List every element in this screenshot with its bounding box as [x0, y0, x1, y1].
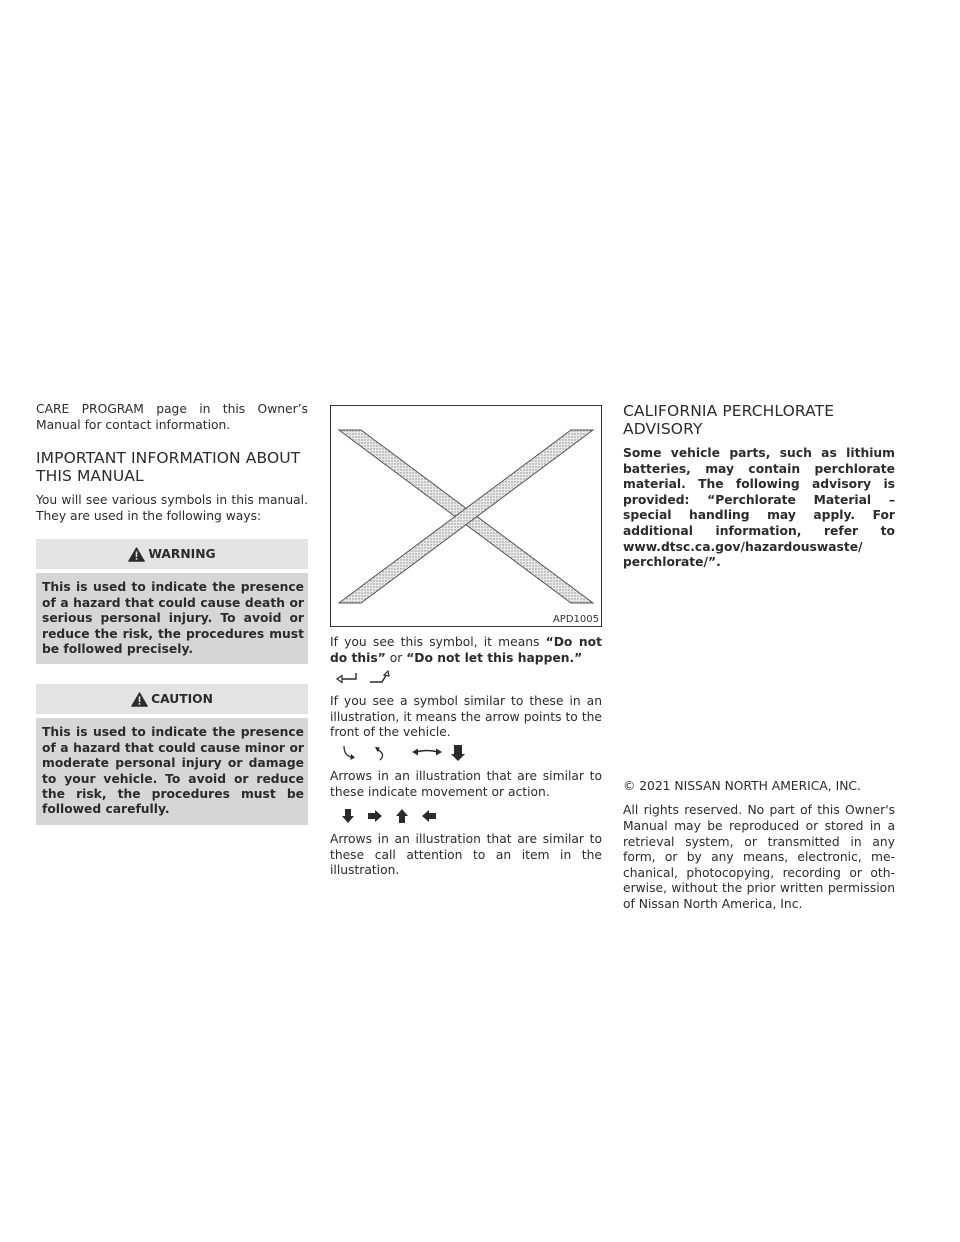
- warning-notice: [36, 539, 308, 664]
- do-not-figure: [330, 405, 602, 627]
- twist-arrow-icon: [450, 744, 466, 762]
- rights-text: All rights reserved. No part of this Owner's Manual may be reproduced or stored in a retrieval system, or transmitted in any form, or by any means, electronic, mechanical, photocopying, recording or otherwise, without the prior written permission of Nissan North America, Inc.: [623, 803, 895, 911]
- middle-column: [330, 405, 602, 879]
- front-arrows-row: [336, 668, 602, 688]
- do-not-prefix: If you see this symbol, it means: [330, 635, 546, 649]
- do-not-this: “Do not do this”: [330, 635, 602, 665]
- movement-arrows-row: [340, 743, 602, 763]
- do-not-happen: “Do not let this happen.”: [406, 650, 583, 665]
- curved-arrow-up-icon: [372, 744, 390, 762]
- do-not-x-icon: [331, 406, 601, 626]
- caution-text: This is used to indicate the presence of a hazard that could cause minor or moderate personal injury or damage to your vehicle. To avoid or reduce the risk, the procedures must be followed carefully.: [36, 718, 308, 824]
- intro-text: CARE PROGRAM page in this Owner’s Manual for contact information.: [36, 402, 308, 432]
- warning-label: WARNING: [148, 547, 216, 562]
- front-text: If you see a symbol similar to these in an illustration, it means the arrow points to the front of the vehicle.: [330, 694, 602, 740]
- arrow-up-icon: [396, 809, 408, 823]
- caution-header: [36, 684, 308, 714]
- warning-header: [36, 539, 308, 569]
- symbols-intro-text: You will see various symbols in this manual. They are used in the following ways:: [36, 493, 308, 523]
- front-arrow-icon: [336, 671, 358, 685]
- perchlorate-heading: CALIFORNIA PERCHLORATE ADVISORY: [623, 402, 835, 438]
- arrow-right-icon: [368, 810, 382, 822]
- front-arrow-angled-icon: [368, 670, 390, 686]
- perchlorate-advisory: Some vehicle parts, such as lithium batteries, may contain perchlorate material. The following advisory is provided: “Perchlorate Material – special handling may apply. For additional information, refer to www.dtsc.ca.gov/hazardouswaste/ perchlorate/”.: [623, 446, 895, 570]
- copyright-line: © 2021 NISSAN NORTH AMERICA, INC.: [623, 778, 861, 793]
- arrow-left-icon: [422, 810, 436, 822]
- attention-text: Arrows in an illustration that are similar to these call attention to an item in the illustration.: [330, 832, 602, 878]
- warning-text: This is used to indicate the presence of a hazard that could cause death or serious personal injury. To avoid or reduce the risk, the procedures must be followed precisely.: [36, 573, 308, 664]
- figure-code: APD1005: [552, 614, 599, 625]
- arrow-down-icon: [342, 809, 354, 823]
- warning-triangle-icon: [128, 547, 145, 562]
- double-arrow-icon: [412, 746, 442, 760]
- manual-info-heading: IMPORTANT INFORMATION ABOUT THIS MANUAL: [36, 449, 301, 486]
- attention-arrows-row: [342, 806, 602, 826]
- right-column: [623, 402, 895, 913]
- curved-arrow-down-icon: [340, 744, 358, 762]
- do-not-text: [330, 635, 602, 666]
- caution-label: CAUTION: [151, 692, 213, 707]
- caution-notice: [36, 684, 308, 824]
- do-not-or: or: [385, 650, 407, 665]
- left-column: [36, 402, 308, 825]
- caution-triangle-icon: [131, 692, 148, 707]
- movement-text: Arrows in an illustration that are similar to these indicate movement or action.: [330, 768, 602, 799]
